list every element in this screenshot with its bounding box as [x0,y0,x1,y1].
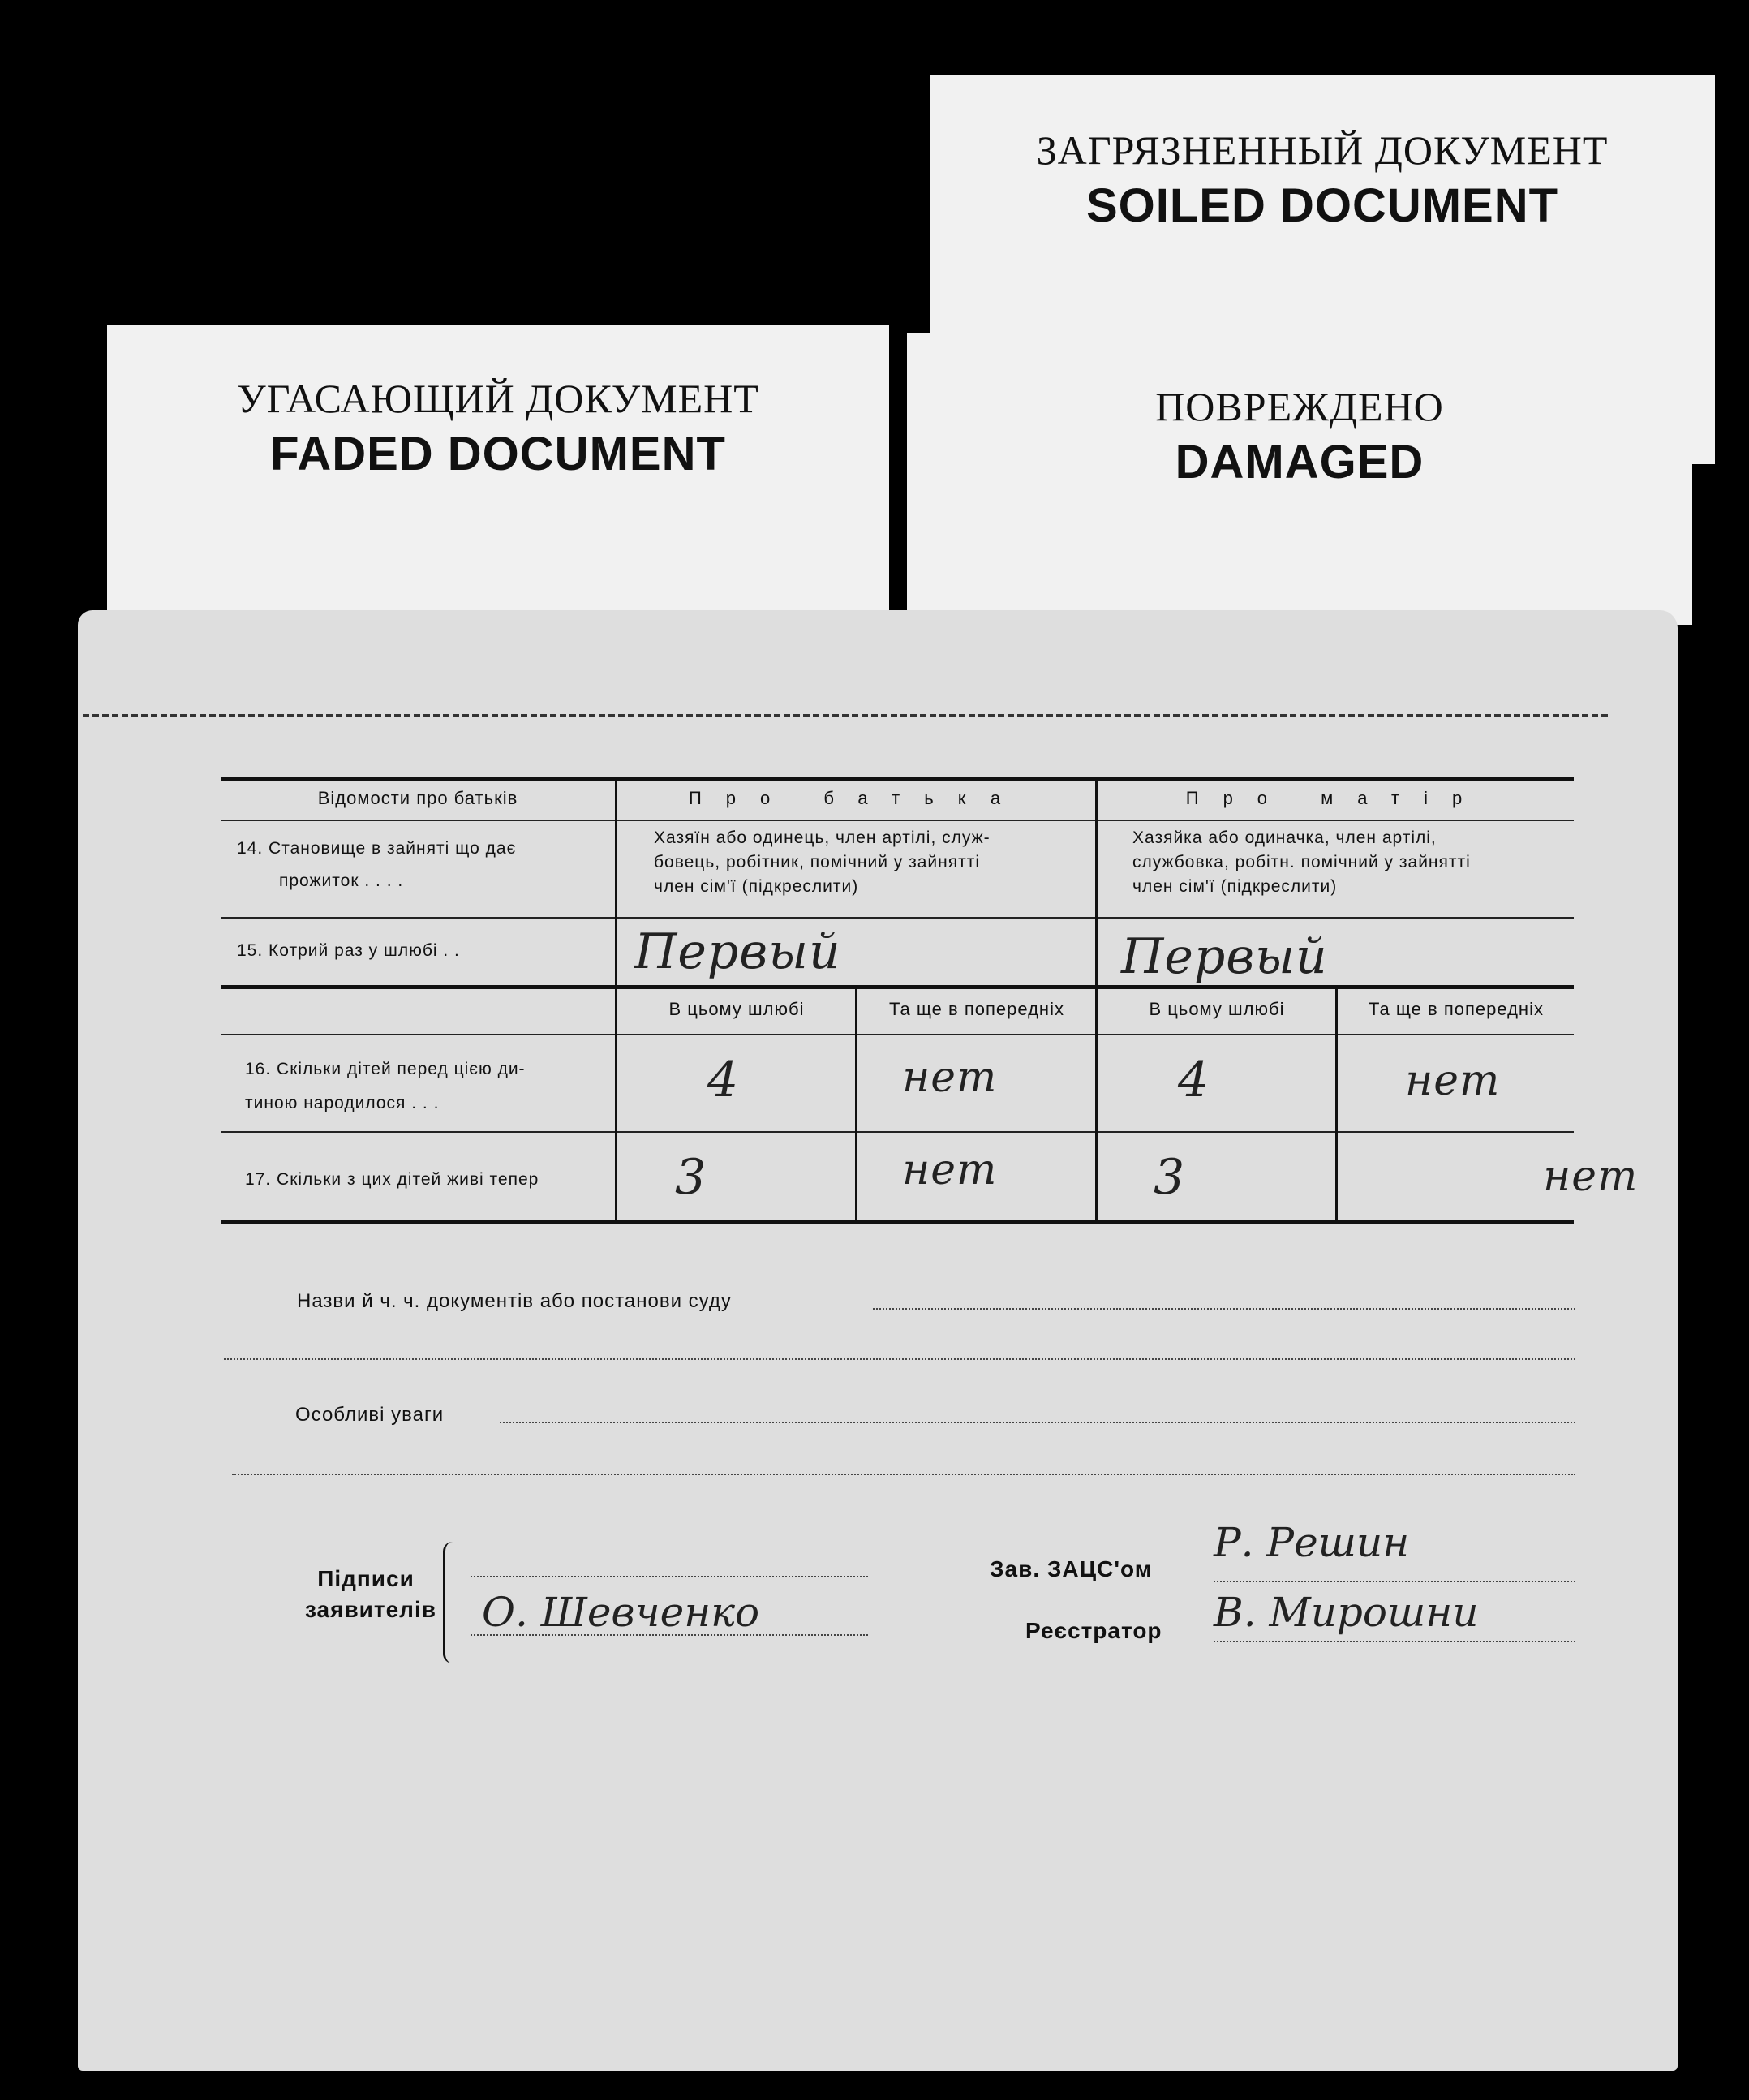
damaged-card [907,333,1692,625]
row17-mother-previous: нет [1543,1152,1639,1201]
row17-father-current: 3 [675,1149,707,1206]
signatures-brace [443,1542,458,1663]
head-label: Зав. ЗАЦС'ом [990,1556,1153,1581]
damaged-title-en: DAMAGED [1175,436,1425,488]
documents-line [873,1308,1575,1310]
row17-father-previous: нет [902,1146,998,1194]
perforation-line [83,714,1608,717]
parents-info-table [221,777,1639,1222]
header-section: Відомости про батьків [317,788,518,808]
head-signature: Р. Решин [1214,1519,1410,1566]
documents-label: Назви й ч. ч. документів або постанови суду [297,1290,732,1312]
row15-label: 15. Котрий раз у шлюбі . . [237,941,460,960]
header-father: Про батька [688,788,1025,808]
faded-title-ru: УГАСАЮЩИЙ ДОКУМЕНТ [237,376,759,421]
row17-label: 17. Скільки з цих дітей живі тепер [245,1170,539,1189]
subheader-mother-current: В цьому шлюбі [1149,999,1285,1019]
subheader-father-current: В цьому шлюбі [668,999,805,1019]
soiled-title-ru: ЗАГРЯЗНЕННЫЙ ДОКУМЕНТ [1036,127,1609,173]
applicant-line-1 [471,1576,868,1577]
registrar-signature: В. Мирошни [1214,1589,1479,1636]
head-line [1214,1581,1575,1582]
row14-label: 14. Становище в зайняті що дає прожиток . . . . [237,839,517,890]
header-mother: Про матір [1185,788,1487,808]
documents-line-2 [224,1358,1575,1360]
applicant-signature: О. Шевченко [482,1589,760,1636]
damaged-title-ru: ПОВРЕЖДЕНО [1155,384,1444,429]
row16-father-current: 4 [707,1052,740,1108]
row15-mother-value: Первый [1121,928,1328,985]
row15-father-value: Первый [634,923,841,980]
row14-father-options: Хазяїн або одинець, член артілі, служ- бовець, робітник, помічний у зайнятті член сім'ї (підкреслити) [654,828,991,896]
notes-label: Особливі уваги [295,1404,445,1426]
row16-label: 16. Скільки дітей перед цією ди- тиною народилося . . . [245,1060,526,1112]
row16-mother-current: 4 [1178,1052,1210,1108]
row14-mother-options: Хазяйка або одиначка, член артілі, службовка, робітн. помічний у зайнятті член сім'ї (підкреслити) [1132,828,1471,896]
notes-line [500,1422,1575,1423]
soiled-title-en: SOILED DOCUMENT [1085,179,1559,232]
row17-mother-current: 3 [1154,1149,1186,1206]
registrar-line [1214,1641,1575,1642]
subheader-mother-previous: Та ще в попередніх [1369,999,1544,1019]
faded-document-card [107,325,889,633]
row16-father-previous: нет [902,1053,998,1102]
faded-title-en: FADED DOCUMENT [270,428,726,480]
notes-line-2 [232,1474,1575,1475]
applicants-label: Підписи заявителів [305,1566,436,1622]
row16-mother-previous: нет [1405,1056,1501,1105]
subheader-father-previous: Та ще в попередніх [889,999,1064,1019]
registrar-label: Реєстратор [1025,1618,1162,1643]
registry-form-sheet [78,610,1678,2071]
